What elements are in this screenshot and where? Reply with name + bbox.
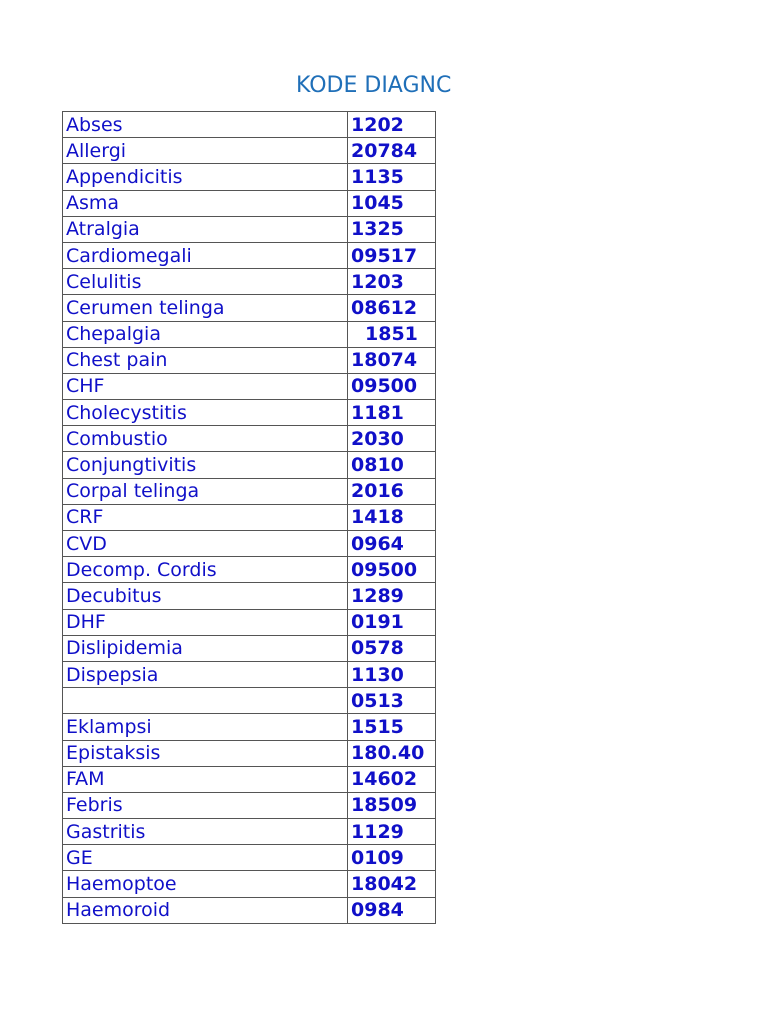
diagnosis-name-cell: Gastritis xyxy=(63,819,348,845)
diagnosis-name-cell: Haemoptoe xyxy=(63,871,348,897)
table-row xyxy=(63,557,436,583)
diagnosis-name-cell: Dispepsia xyxy=(63,661,348,687)
diagnosis-name-cell: Corpal telinga xyxy=(63,478,348,504)
diagnosis-code-cell: 0513 xyxy=(348,688,436,714)
table-row xyxy=(63,845,436,871)
diagnosis-name-cell: Decubitus xyxy=(63,583,348,609)
diagnosis-code-cell: 180.40 xyxy=(348,740,436,766)
table-row xyxy=(63,871,436,897)
diagnosis-name-cell: FAM xyxy=(63,766,348,792)
diagnosis-code-cell: 1135 xyxy=(348,164,436,190)
table-row xyxy=(63,766,436,792)
diagnosis-name-cell: Dislipidemia xyxy=(63,635,348,661)
diagnosis-code-cell: 0191 xyxy=(348,609,436,635)
page-title: KODE DIAGNC xyxy=(296,73,452,98)
table-row xyxy=(63,242,436,268)
table-row xyxy=(63,373,436,399)
table-row xyxy=(63,347,436,373)
diagnosis-name-cell: Cholecystitis xyxy=(63,400,348,426)
diagnosis-code-cell: 18509 xyxy=(348,792,436,818)
diagnosis-code-cell: 0109 xyxy=(348,845,436,871)
diagnosis-name-cell: Abses xyxy=(63,112,348,138)
diagnosis-code-cell: 18042 xyxy=(348,871,436,897)
diagnosis-name-cell: Celulitis xyxy=(63,269,348,295)
diagnosis-code-cell: 1289 xyxy=(348,583,436,609)
table-row xyxy=(63,400,436,426)
table-body xyxy=(63,112,436,924)
diagnosis-name-cell: Allergi xyxy=(63,138,348,164)
diagnosis-code-cell: 0984 xyxy=(348,897,436,923)
diagnosis-name-cell: Eklampsi xyxy=(63,714,348,740)
diagnosis-name-cell: Epistaksis xyxy=(63,740,348,766)
table-row xyxy=(63,504,436,530)
diagnosis-code-cell: 1325 xyxy=(348,216,436,242)
table-row xyxy=(63,583,436,609)
table-row xyxy=(63,164,436,190)
table-row xyxy=(63,269,436,295)
diagnosis-code-cell: 09500 xyxy=(348,373,436,399)
diagnosis-name-cell: CHF xyxy=(63,373,348,399)
table-row xyxy=(63,478,436,504)
diagnosis-name-cell: Febris xyxy=(63,792,348,818)
table-row xyxy=(63,740,436,766)
diagnosis-name-cell: Decomp. Cordis xyxy=(63,557,348,583)
diagnosis-name-cell: Chepalgia xyxy=(63,321,348,347)
diagnosis-code-cell: 2016 xyxy=(348,478,436,504)
table-row xyxy=(63,452,436,478)
diagnosis-name-cell xyxy=(63,688,348,714)
table-row xyxy=(63,792,436,818)
diagnosis-name-cell: Conjungtivitis xyxy=(63,452,348,478)
diagnosis-code-cell: 0810 xyxy=(348,452,436,478)
diagnosis-name-cell: Appendicitis xyxy=(63,164,348,190)
table-row xyxy=(63,295,436,321)
diagnosis-code-cell: 0578 xyxy=(348,635,436,661)
diagnosis-code-cell: 08612 xyxy=(348,295,436,321)
table-row xyxy=(63,112,436,138)
diagnosis-name-cell: CVD xyxy=(63,531,348,557)
diagnosis-name-cell: Atralgia xyxy=(63,216,348,242)
table-row xyxy=(63,216,436,242)
diagnosis-code-cell: 1129 xyxy=(348,819,436,845)
table-row xyxy=(63,688,436,714)
diagnosis-code-cell: 14602 xyxy=(348,766,436,792)
diagnosis-code-table xyxy=(62,111,436,924)
table-row xyxy=(63,635,436,661)
table-row xyxy=(63,819,436,845)
diagnosis-code-cell: 1181 xyxy=(348,400,436,426)
diagnosis-name-cell: Combustio xyxy=(63,426,348,452)
diagnosis-name-cell: Chest pain xyxy=(63,347,348,373)
table-row xyxy=(63,897,436,923)
diagnosis-code-cell: 2030 xyxy=(348,426,436,452)
diagnosis-code-cell: 1203 xyxy=(348,269,436,295)
table-row xyxy=(63,426,436,452)
table-row xyxy=(63,138,436,164)
table-row xyxy=(63,609,436,635)
diagnosis-code-cell: 20784 xyxy=(348,138,436,164)
diagnosis-code-cell: 18074 xyxy=(348,347,436,373)
table-row xyxy=(63,321,436,347)
diagnosis-code-cell: 09500 xyxy=(348,557,436,583)
diagnosis-name-cell: GE xyxy=(63,845,348,871)
diagnosis-code-cell: 1202 xyxy=(348,112,436,138)
diagnosis-name-cell: Haemoroid xyxy=(63,897,348,923)
diagnosis-code-cell: 1515 xyxy=(348,714,436,740)
diagnosis-code-cell: 1045 xyxy=(348,190,436,216)
diagnosis-name-cell: CRF xyxy=(63,504,348,530)
diagnosis-code-cell: 1851 xyxy=(348,321,436,347)
diagnosis-name-cell: Cardiomegali xyxy=(63,242,348,268)
table-row xyxy=(63,661,436,687)
diagnosis-code-cell: 1130 xyxy=(348,661,436,687)
table-row xyxy=(63,190,436,216)
diagnosis-name-cell: DHF xyxy=(63,609,348,635)
diagnosis-name-cell: Cerumen telinga xyxy=(63,295,348,321)
diagnosis-name-cell: Asma xyxy=(63,190,348,216)
table-row xyxy=(63,714,436,740)
diagnosis-code-cell: 0964 xyxy=(348,531,436,557)
diagnosis-code-cell: 1418 xyxy=(348,504,436,530)
table-row xyxy=(63,531,436,557)
diagnosis-code-cell: 09517 xyxy=(348,242,436,268)
